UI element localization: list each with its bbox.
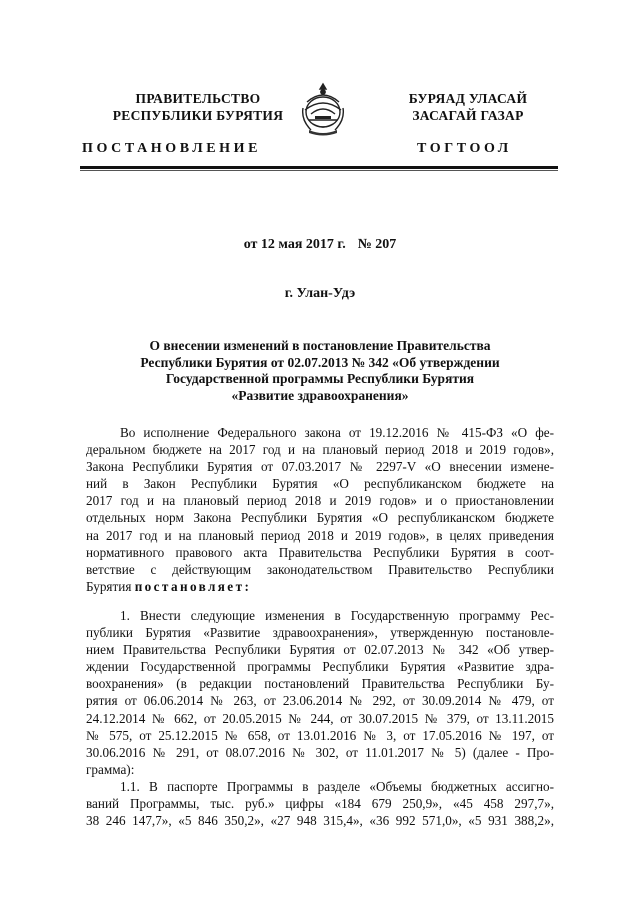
- title-line: О внесении изменений в постановление Правительства: [149, 338, 491, 353]
- document-body: [86, 424, 554, 829]
- text-line: ждении Государственной программы Республики Бурятия «Развитие здра-: [86, 659, 554, 675]
- header-left-line-2: РЕСПУБЛИКИ БУРЯТИЯ: [112, 108, 284, 123]
- text-line: Закона Республики Бурятия от 07.03.2017 № 2297-V «О внесении измене-: [86, 459, 554, 475]
- doc-type-bua: ТОГТООЛ: [417, 141, 512, 156]
- text-line: 30.06.2016 № 291, от 08.07.2016 № 302, от 11.01.2017 № 5) (далее - Про-: [86, 744, 554, 760]
- document-title: [110, 338, 530, 404]
- document-number: № 207: [357, 237, 397, 252]
- text-line: 2017 год и на плановый период 2018 и 2019 годов» и о приостановлении: [86, 493, 554, 509]
- text-line: ний в Закон Республики Бурятия «О республиканском бюджете на: [86, 476, 554, 492]
- text-line: деральном бюджете на 2017 год и на плановый период 2018 и 2019 годов»,: [86, 442, 554, 458]
- header-right-block: [358, 90, 578, 124]
- text-line: нормативного правового акта Правительства Республики Бурятия в соот-: [86, 544, 554, 560]
- document-city: г. Улан-Удэ: [284, 286, 356, 301]
- title-line: Республики Бурятия от 02.07.2013 № 342 «Об утверждении: [140, 354, 500, 370]
- date-number-line: [0, 237, 640, 253]
- header-right-line-1: БУРЯАД УЛАСАЙ: [408, 91, 528, 106]
- text-line: публики Бурятия «Развитие здравоохранения», утвержденную постановле-: [86, 625, 554, 641]
- header-divider-thick: [80, 166, 558, 169]
- text-line: № 575, от 25.12.2015 № 658, от 13.01.2016 № 3, от 17.05.2016 № 197, от: [86, 727, 554, 743]
- text-line: рятия от 06.06.2014 № 263, от 23.06.2014 № 292, от 30.09.2014 № 479, от: [86, 693, 554, 709]
- text-line: 24.12.2014 № 662, от 20.05.2015 № 244, от 30.07.2015 № 379, от 13.11.2015: [86, 710, 554, 726]
- text-line: ветствие с действующим законодательством Правительство Республики: [86, 561, 554, 577]
- text-line: [86, 578, 554, 595]
- text-line: Во исполнение Федерального закона от 19.12.2016 № 415-ФЗ «О фе-: [120, 425, 554, 440]
- header-right-line-2: ЗАСАГАЙ ГАЗАР: [412, 108, 524, 123]
- header-left-line-1: ПРАВИТЕЛЬСТВО: [135, 91, 261, 106]
- text-line: 1. Внести следующие изменения в Государственную программу Рес-: [120, 607, 554, 623]
- text-line: ваний Программы, тыс. руб.» цифры «184 679 250,9», «45 458 297,7»,: [86, 795, 554, 811]
- text-line: грамма):: [86, 761, 135, 777]
- text-line: на 2017 год и на плановый период 2018 и 2019 годов», в целях приведения: [86, 527, 554, 543]
- title-line: Государственной программы Республики Бурятия: [165, 371, 475, 386]
- final-prefix: Бурятия: [86, 578, 135, 594]
- doc-type-ru: ПОСТАНОВЛЕНИЕ: [82, 141, 262, 156]
- title-line: «Развитие здравоохранения»: [231, 387, 409, 403]
- text-line: отдельных норм Закона Республики Бурятия «О республиканском бюджете: [86, 510, 554, 526]
- text-line: 1.1. В паспорте Программы в разделе «Объемы бюджетных ассигно-: [120, 778, 554, 794]
- text-line: 38 246 147,7», «5 846 350,2», «27 948 315,4», «36 992 571,0», «5 931 388,2»,: [86, 813, 554, 829]
- text-line: нием Правительства Республики Бурятия от 02.07.2013 № 342 «Об утвер-: [86, 642, 554, 658]
- header-divider-thin: [80, 170, 558, 171]
- header-left-block: [88, 90, 308, 124]
- document-date: от 12 мая 2017 г.: [243, 237, 346, 252]
- coat-of-arms-icon: [297, 80, 349, 138]
- text-line: воохранения» (в редакции постановлений Правительства Республики Бу-: [86, 676, 554, 692]
- resolves-word: постановляет:: [134, 578, 252, 594]
